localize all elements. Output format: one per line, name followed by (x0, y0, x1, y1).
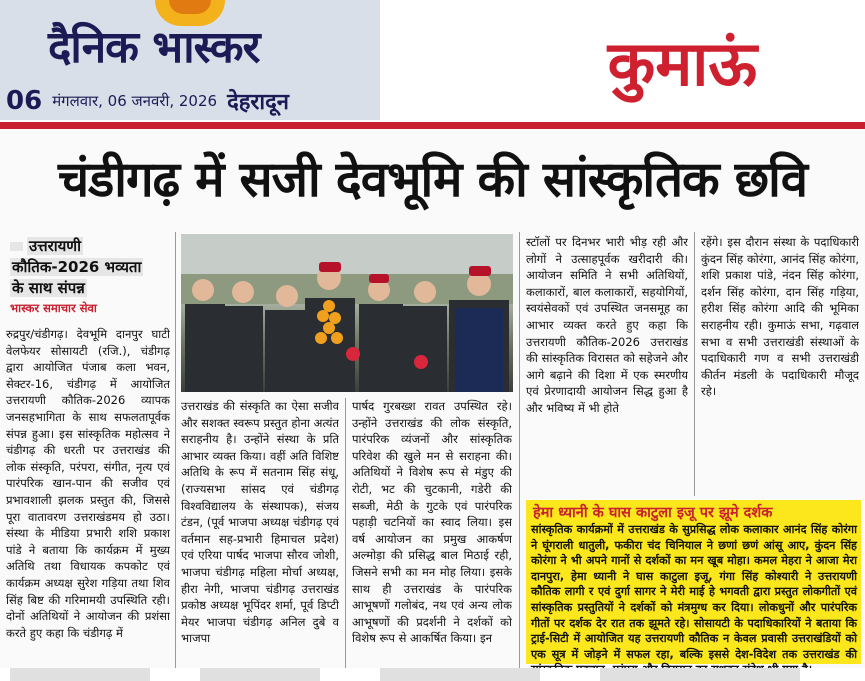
article-column-1 (6, 326, 170, 666)
column-3-text: पार्षद गुरबख्श रावत उपस्थित रहे। उन्होंने उत्तराखंड की लोक संस्कृति, पारंपरिक व्यंजनों और सांस्कृतिक परिवेश की खुले मन से सराहना की। अतिथियों ने विशेष रूप से मंडुए की रोटी, भट की चुटकानी, गडेरी की सब्जी, मेठी के गुटके एवं पारंपरिक पहाड़ी चटनियों का स्वाद लिया। इस वर्ष आयोजन का प्रमुख आकर्षण अल्मोड़ा की प्रसिद्ध बाल मिठाई रही, जिसने सभी का मन मोह लिया। इसके साथ ही उत्तराखंड के पारंपरिक आभूषणों गलोबंद, नथ एवं अन्य लोक आभूषणों की प्रदर्शनी ने दर्शकों को विशेष रूप से आकर्षित किया। इन (352, 399, 512, 646)
column-4-text: स्टॉलों पर दिनभर भारी भीड़ रही और लोगों ने उत्साहपूर्वक खरीदारी की। आयोजन समिति ने सभी अतिथियों, कलाकारों, बाल कलाकारों, सहयोगियों, स्वयंसेवकों एवं उपस्थित जनसमूह का आभार व्यक्त करते हुए कहा कि उत्तरायणी कौतिक-2026 उत्तराखंड की सांस्कृतिक विरासत को सहेजने और आगे बढ़ाने की दिशा में एक स्मरणीय एवं प्रेरणादायी आयोजन सिद्ध हुआ है और भविष्य में भी होते (526, 235, 688, 415)
column-divider (694, 232, 695, 496)
newspaper-logo: दैनिक भास्कर (48, 22, 260, 73)
story-kicker-box (6, 236, 174, 316)
bullet-square-icon (10, 242, 23, 251)
column-divider (519, 232, 520, 668)
event-photo (181, 234, 513, 392)
next-story-strip (0, 668, 865, 681)
kicker-line-3: के साथ संपन्न (12, 279, 85, 297)
issue-date: मंगलवार, 06 जनवरी, 2026 (52, 92, 218, 110)
column-2-text: उत्तराखंड की संस्कृति का ऐसा सजीव और सशक्त स्वरूप प्रस्तुत होना अत्यंत सराहनीय है। उन्होंने संस्था के प्रति आभार व्यक्त किया। वहीं अति विशिष्ट अतिथि के रूप में सतनाम सिंह संधू, (राज्यसभा सांसद एवं चंडीगढ़ विश्वविद्यालय के संस्थापक), संजय टंडन, (पूर्व भाजपा अध्यक्ष चंडीगढ़ एवं वर्तमान सह-प्रभारी हिमाचल प्रदेश) एवं एरिया पार्षद भाजपा सौरव जोशी, भाजपा चंडीगढ़ महिला मोर्चा अध्यक्ष, हीरा नेगी, भाजपा चंडीगढ़ उत्तराखंड प्रकोष्ठ अध्यक्ष भूपिंदर शर्मा, पूर्व डिप्टी मेयर भाजपा चंडीगढ़ अनिल दुबे व भाजपा (181, 399, 339, 646)
section-title: कुमाऊं (607, 27, 757, 100)
kicker-line-2: कौतिक-2026 भव्यता (12, 258, 142, 276)
group-photo-image (181, 234, 513, 392)
highlight-box-title: हेमा ध्यानी के घास काटुला इजू पर झूमे दर्शक (533, 505, 773, 521)
cutoff-text-fragment (380, 668, 540, 681)
cutoff-text-fragment (10, 668, 150, 681)
edition-city: देहरादून (227, 90, 290, 115)
article-column-5 (701, 234, 859, 496)
article-column-3 (352, 398, 512, 668)
column-5-text: रहेंगे। इस दौरान संस्था के पदाधिकारी कुंदन सिंह कोरंगा, आनंद सिंह कोरंगा, शशि प्रकाश पांडे, नंदन सिंह कोरंगा, दर्शन सिंह कोरंगा, दान सिंह गड़िया, हरीश सिंह कोरंगा आदि की भूमिका सराहनीय रही। कुमाऊं सभा, गढ़वाल सभा व सभी उत्तराखंडी संस्थाओं के पदाधिकारी गण व सभी उत्तराखंडी कीर्तन मंडली के पदाधिकारी मौजूद रहे। (701, 235, 859, 399)
masthead (0, 0, 865, 124)
highlight-box-body: सांस्कृतिक कार्यक्रमों में उत्तराखंड के सुप्रसिद्ध लोक कलाकार आनंद सिंह कोरंगा ने घूंगराली धातुली, फकीरा चंद चिनियाल ने छणां छणं आंसू आए, कुंदन सिंह कोरंगा ने भी अपने गानों से दर्शकों का मन खूब मोहा। कमल मेहरा ने आजा मेरा दानपुरा, हेमा ध्यानी ने घास काटुला इजू, गंगा सिंह कोश्यारी ने उत्तरायणी कौतिक लागी र एवं दुर्गा सागर ने मेरी माई हे भगवती द्वारा प्रस्तुत लोकगीतों एवं सांस्कृतिक प्रस्तुतियों ने दर्शकों को मंत्रमुग्ध कर दिया। लोकधुनों और पारंपरिक गीतों पर दर्शक देर रात तक झूमते रहे। सोसायटी के पदाधिकारियों ने बताया कि ट्राई-सिटी में आयोजित यह उत्तरायणी कौतिक न केवल प्रवासी उत्तराखंडियों को एक सूत्र में जोड़ने में सफल रहा, बल्कि इससे देश-विदेश तक उत्तराखंड की (531, 523, 857, 661)
page-number: 06 (6, 86, 43, 116)
column-1-text: रुद्रपुर/चंडीगढ़। देवभूमि दानपुर घाटी वेलफेयर सोसायटी (रजि.), चंडीगढ़ द्वारा आयोजित पंजाब कला भवन, सेक्टर-16, चंडीगढ़ में आयोजित उत्तरायणी कौतिक-2026 व्यापक जनसहभागिता के साथ सफलतापूर्वक संपन्न हुआ। इस सांस्कृतिक महोत्सव ने चंडीगढ़ की धरती पर उत्तराखंड की लोक संस्कृति, परंपरा, संगीत, नृत्य एवं पारंपरिक खान-पान की सजीव एवं प्रभावशाली झलक प्रस्तुत की, जिससे पूरा वातावरण उत्तराखंडमय हो उठा। संस्था के मीडिया प्रभारी शशि प्रकाश पांडे ने बताया कि कार्यक्रम में मुख्य अतिथि तथा विधायक कपकोट एवं कार्यक्रम अध्यक्ष सुरेश गड़िया तथा शिव सिंह बिष्ट की गरिमामयी उपस्थिति रही। दोनों अतिथियों ने आयोजन की प्रशंसा करते हुए कहा कि चंडीगढ़ में (6, 327, 170, 640)
byline: भास्कर समाचार सेवा (10, 301, 97, 315)
cutoff-text-fragment (200, 668, 320, 681)
page-headline: चंडीगढ़ में सजी देवभूमि की सांस्कृतिक छवि (57, 151, 808, 208)
column-divider (175, 232, 176, 668)
cutoff-text-fragment (600, 668, 800, 681)
article-column-4 (526, 234, 688, 496)
logo-band (0, 0, 380, 120)
column-divider (345, 398, 346, 668)
kicker-title (6, 236, 174, 299)
masthead-divider (0, 122, 865, 129)
kicker-line-1: उत्तरायणी (29, 237, 82, 255)
article-column-2 (181, 398, 339, 668)
edition-row (6, 84, 289, 118)
